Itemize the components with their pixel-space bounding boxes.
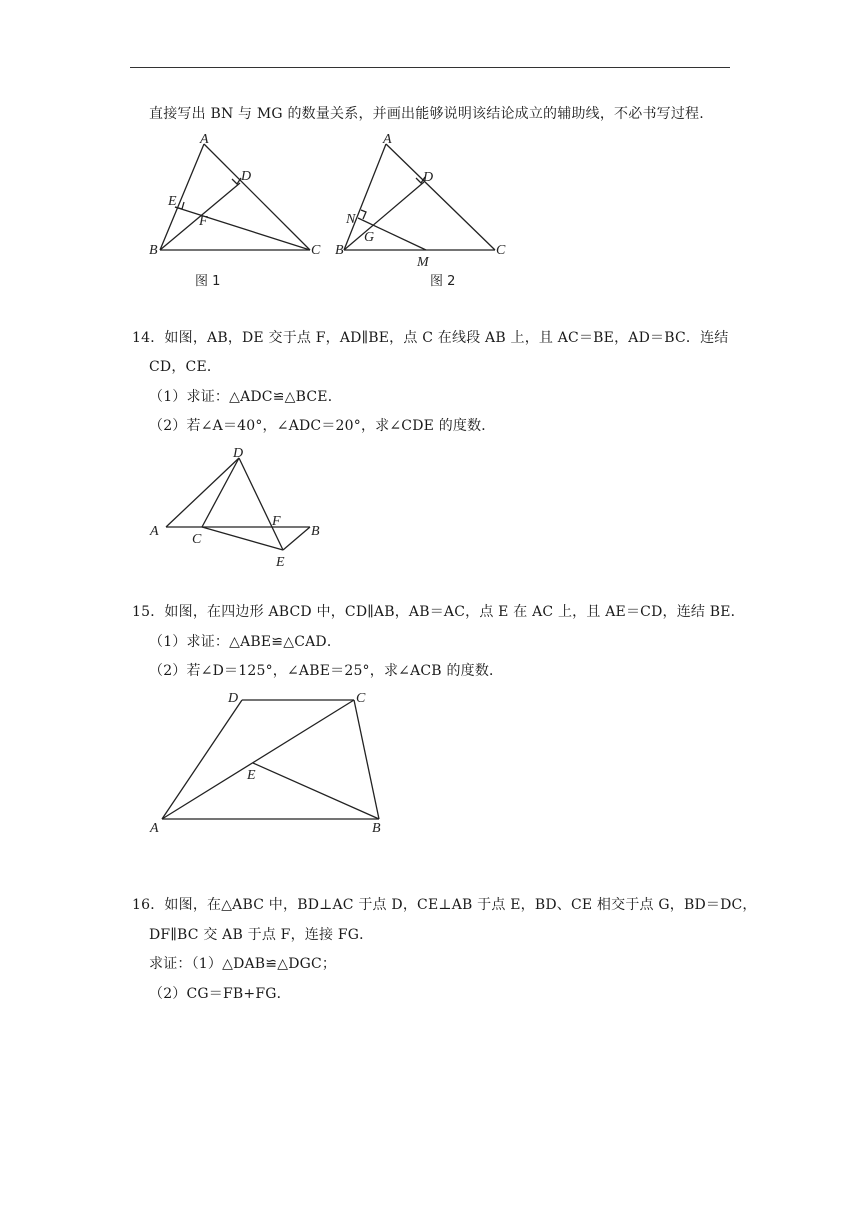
fig2-label-D: D — [423, 170, 434, 185]
fig1-label-D: D — [241, 169, 252, 184]
figure-1 — [140, 130, 340, 290]
fig1-label-E: E — [168, 194, 177, 209]
fig1-label-B: B — [149, 243, 158, 258]
q14-text-line2: CD，CE． — [149, 359, 222, 375]
q16-text-line1: 16．如图，在△ABC 中，BD⊥AC 于点 D，CE⊥AB 于点 E，BD、CE 相交于点 G，BD＝DC， — [132, 897, 757, 913]
q14-part1: （1）求证：△ADC≌△BCE． — [149, 389, 342, 405]
q14-label-F: F — [272, 514, 281, 529]
q14-label-C: C — [192, 532, 202, 547]
q15-label-D: D — [228, 691, 239, 706]
fig2-label-B: B — [335, 243, 344, 258]
figure-q14 — [140, 440, 340, 575]
fig1-caption: 图 1 — [195, 274, 221, 289]
q16-text-line2: DF∥BC 交 AB 于点 F，连接 FG． — [149, 927, 374, 943]
q16-part2: （2）CG＝FB+FG． — [149, 986, 291, 1002]
q15-label-A: A — [150, 821, 159, 836]
q14-text-line1: 14．如图，AB，DE 交于点 F，AD∥BE，点 C 在线段 AB 上，且 AC＝BE，AD＝BC．连结 — [132, 330, 729, 346]
q14-label-E: E — [276, 555, 285, 570]
q14-label-D: D — [233, 446, 244, 461]
fig2-label-N: N — [346, 212, 356, 227]
fig2-label-C: C — [496, 243, 506, 258]
q14-part2: （2）若∠A＝40°，∠ADC＝20°，求∠CDE 的度数． — [149, 418, 496, 434]
fig2-caption: 图 2 — [430, 274, 456, 289]
q15-part1: （1）求证：△ABE≌△CAD． — [149, 634, 342, 650]
q15-label-E: E — [247, 768, 256, 783]
fig1-label-F: F — [199, 214, 208, 229]
fig2-label-A: A — [383, 132, 392, 147]
q16-part1: 求证：（1）△DAB≌△DGC； — [149, 956, 337, 972]
figure-2 — [330, 130, 530, 290]
intro-text: 直接写出 BN 与 MG 的数量关系，并画出能够说明该结论成立的辅助线，不必书写过程. — [149, 106, 704, 122]
q15-label-B: B — [372, 821, 381, 836]
figure-q15 — [140, 680, 400, 840]
q15-label-C: C — [356, 691, 366, 706]
fig2-label-M: M — [417, 255, 429, 270]
q15-text-line1: 15．如图，在四边形 ABCD 中，CD∥AB，AB＝AC，点 E 在 AC 上，且 AE＝CD，连结 BE． — [132, 604, 745, 620]
q15-part2: （2）若∠D＝125°，∠ABE＝25°，求∠ACB 的度数． — [149, 663, 504, 679]
fig1-label-C: C — [311, 243, 321, 258]
header-rule — [130, 67, 730, 68]
fig1-label-A: A — [200, 132, 209, 147]
q14-label-B: B — [311, 524, 320, 539]
fig2-label-G: G — [364, 230, 375, 245]
q14-label-A: A — [150, 524, 159, 539]
